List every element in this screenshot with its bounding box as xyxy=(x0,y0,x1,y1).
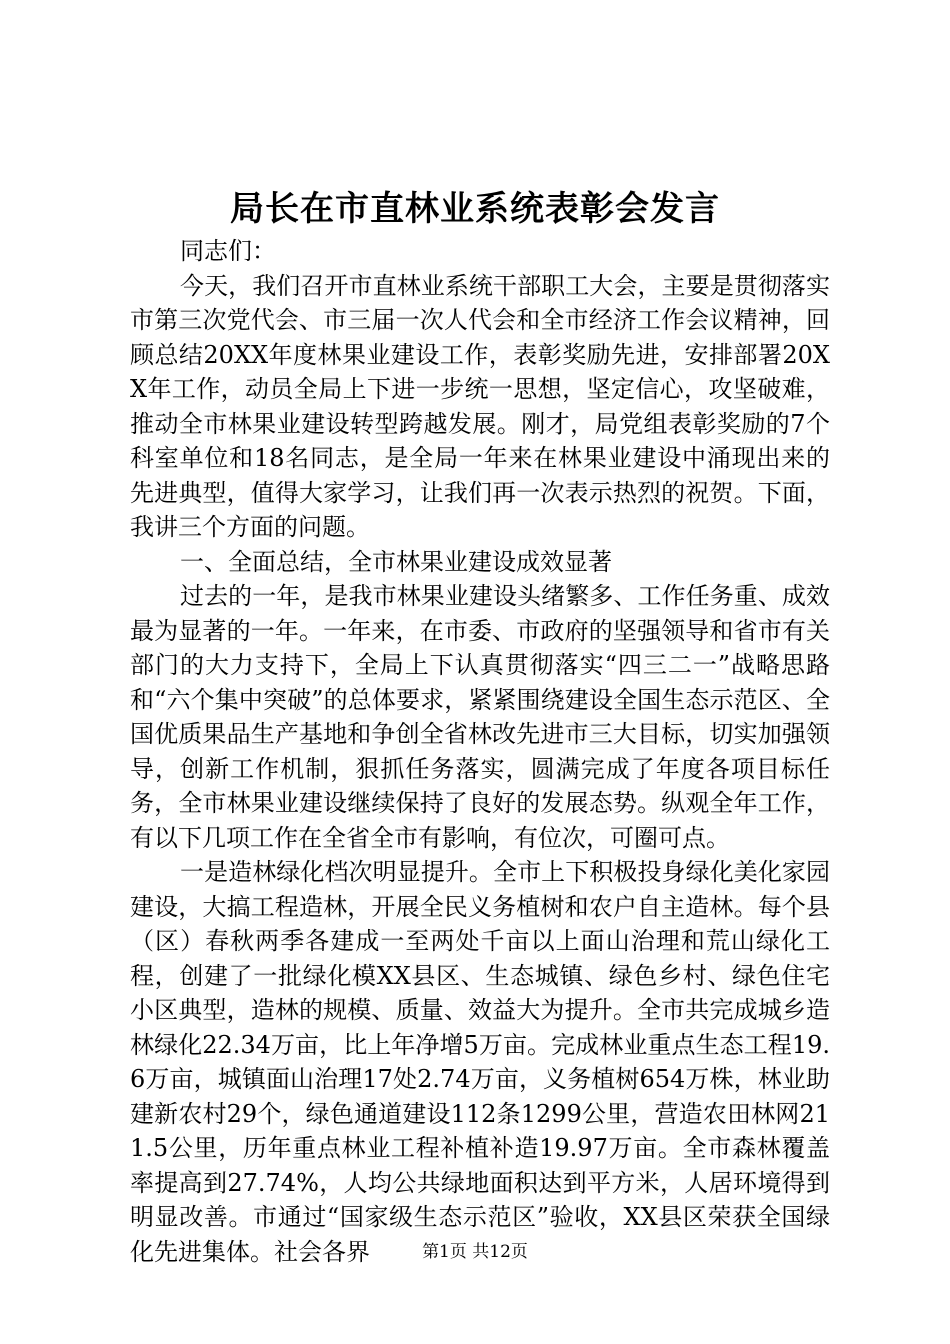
page-number-footer: 第1页 共12页 xyxy=(422,1242,528,1262)
document-body xyxy=(130,234,830,1269)
intro-paragraph: 今天，我们召开市直林业系统干部职工大会，主要是贯彻落实市第三次党代会、市三届一次人代会和全市经济工作会议精神，回顾总结20XX年度林果业建设工作，表彰奖励先进，安排部署20XX年工作，动员全局上下进一步统一思想，坚定信心，攻坚破难，推动全市林果业建设转型跨越发展。刚才，局党组表彰奖励的7个科室单位和18名同志，是全局一年来在林果业建设中涌现出来的先进典型，值得大家学习，让我们再一次表示热烈的祝贺。下面，我讲三个方面的问题。 xyxy=(130,271,830,541)
summary-paragraph: 过去的一年，是我市林果业建设头绪繁多、工作任务重、成效最为显著的一年。一年来，在市委、市政府的坚强领导和省市有关部门的大力支持下，全局上下认真贯彻落实“四三二一”战略思路和“六个集中突破”的总体要求，紧紧围绕建设全国生态示范区、全国优质果品生产基地和争创全省林改先进市三大目标，切实加强领导，创新工作机制，狠抓任务落实，圆满完成了年度各项目标任务，全市林果业建设继续保持了良好的发展态势。纵观全年工作，有以下几项工作在全省全市有影响，有位次，可圈可点。 xyxy=(130,582,830,852)
salutation-paragraph: 同志们： xyxy=(180,237,276,265)
document-title: 局长在市直林业系统表彰会发言 xyxy=(230,189,720,229)
section-heading: 一、全面总结，全市林果业建设成效显著 xyxy=(180,547,612,576)
afforestation-paragraph: 一是造林绿化档次明显提升。全市上下积极投身绿化美化家园建设，大搞工程造林，开展全民义务植树和农户自主造林。每个县（区）春秋两季各建成一至两处千亩以上面山治理和荒山绿化工程，创建了一批绿化模XX县区、生态城镇、绿色乡村、绿色住宅小区典型，造林的规模、质量、效益大为提升。全市共完成城乡造林绿化22.34万亩，比上年净增5万亩。完成林业重点生态工程19.6万亩，城镇面山治理17处2.74万亩，义务植树654万株，林业助建新农村29个，绿色通道建设112条1299公里，营造农田林网211.5公里，历年重点林业工程补植补造19.97万亩。全市森林覆盖率提高到27.74%，人均公共绿地面积达到平方米，人居环境得到明显改善。市通过“国家级生态示范区”验收，XX县区荣获全国绿化先进集体。社会各界 xyxy=(130,858,830,1266)
